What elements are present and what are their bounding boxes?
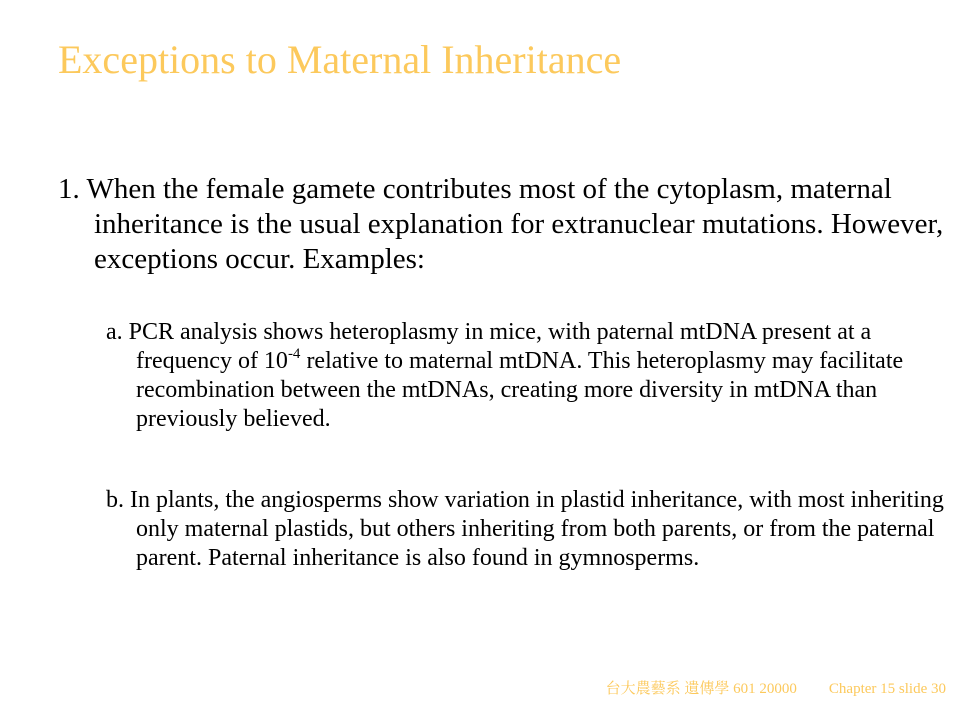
sub-point-text: In plants, the angiosperms show variation in plastid inheritance, with most inheriting only maternal plastids, but others inheriting from both parents, or from the paternal parent. Paternal inheritance is also found in gymnosperms. [130,487,944,571]
bullet-marker: 1. [58,173,80,205]
course-label: 台大農藝系 遺傳學 601 20000 [605,681,797,697]
sub-point-marker: a. [106,319,123,345]
slide-footer [606,680,946,698]
slide-number: Chapter 15 slide 30 [828,681,946,697]
sub-point-marker: b. [106,487,124,513]
sub-point-text-start: PCR analysis shows heteroplasmy in mice, with paternal mtDNA present at a frequency of 10 [128,319,872,374]
bullet-text: When the female gamete contributes most of the cytoplasm, maternal inheritance is the usual explanation for extranuclear mutations. However, exceptions occur. Examples: [86,173,944,275]
sub-point-text-end: relative to maternal mtDNA. This heteroplasmy may facilitate recombination between the mtDNAs, creating more diversity in mtDNA than previously believed. [136,348,904,432]
slide-title: Exceptions to Maternal Inheritance [58,37,622,82]
exponent: -4 [287,346,301,362]
sub-point-a [106,318,960,434]
sub-point-b [106,486,960,573]
bullet-point-1 [58,172,960,277]
